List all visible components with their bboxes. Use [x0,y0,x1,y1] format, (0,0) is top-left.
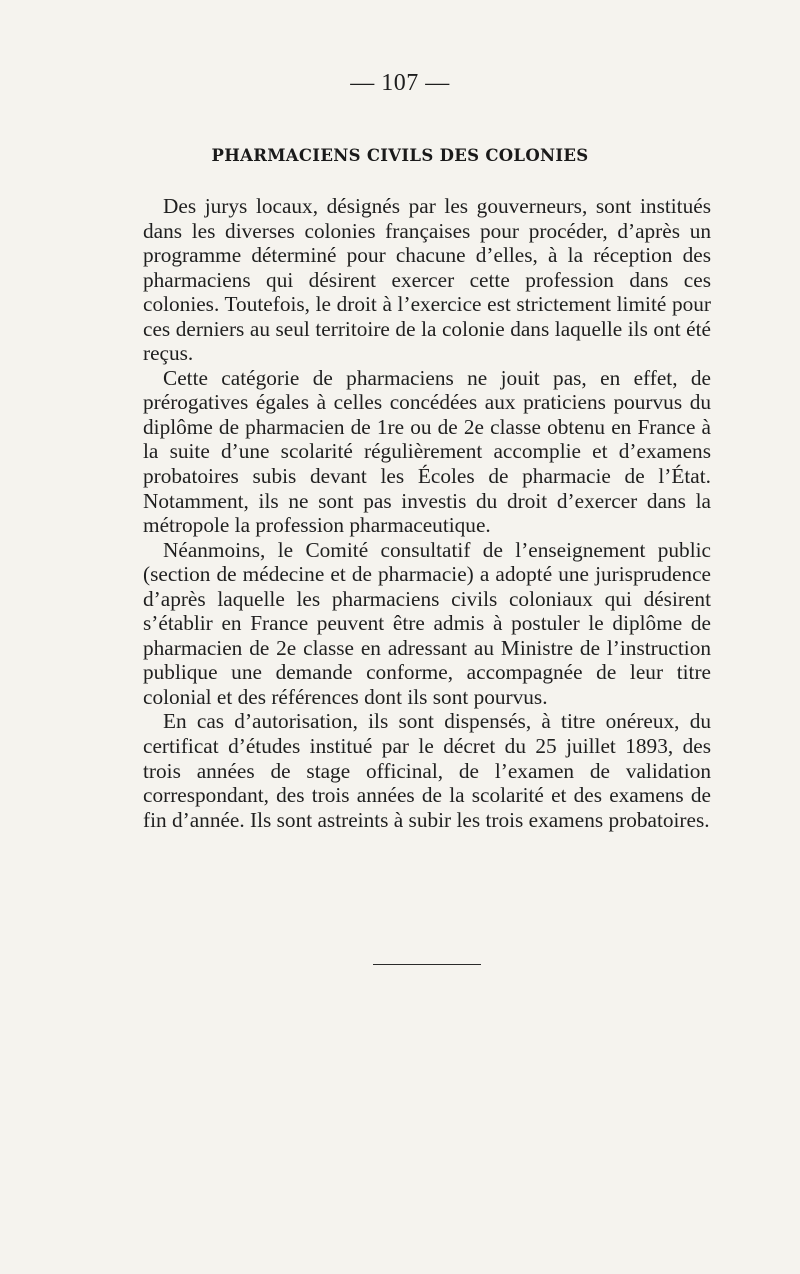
paragraph-4: En cas d’autorisation, ils sont dispensés, à titre onéreux, du certificat d’études institué par le décret du 25 juillet 1893, des trois années de stage officinal, de l’examen de validation correspondant, des trois années de la scolarité et des examens de fin d’année. Ils sont astreints à subir les trois examens probatoires. [143,709,711,832]
end-rule [373,964,481,965]
paragraph-1: Des jurys locaux, désignés par les gouverneurs, sont institués dans les diverses colonies françaises pour procéder, d’après un programme déterminé pour chacune d’elles, à la réception des pharmaciens qui désirent exercer cette profession dans ces colonies. Toutefois, le droit à l’exercice est strictement limité pour ces derniers au seul territoire de la colonie dans laquelle ils ont été reçus. [143,194,711,366]
section-heading: PHARMACIENS CIVILS DES COLONIES [211,146,589,165]
paragraph-2: Cette catégorie de pharmaciens ne jouit pas, en effet, de prérogatives égales à celles concédées aux praticiens pourvus du diplôme de pharmacien de 1re ou de 2e classe obtenu en France à la suite d’une scolarité régulièrement accomplie et d’examens probatoires subis devant les Écoles de pharmacie de l’État. Notamment, ils ne sont pas investis du droit d’exercer dans la métropole la profession pharmaceutique. [143,365,711,538]
paragraph-3: Néanmoins, le Comité consultatif de l’enseignement public (section de médecine et de pharmacie) a adopté une jurisprudence d’après laquelle les pharmaciens civils coloniaux qui désirent s’établir en France peuvent être admis à postuler le diplôme de pharmacien de 2e classe en adressant au Ministre de l’instruction publique une demande conforme, accompagnée de leur titre colonial et des références dont ils sont pourvus. [143,537,711,709]
body-text [143,194,711,832]
page-number: — 107 — [350,70,450,96]
